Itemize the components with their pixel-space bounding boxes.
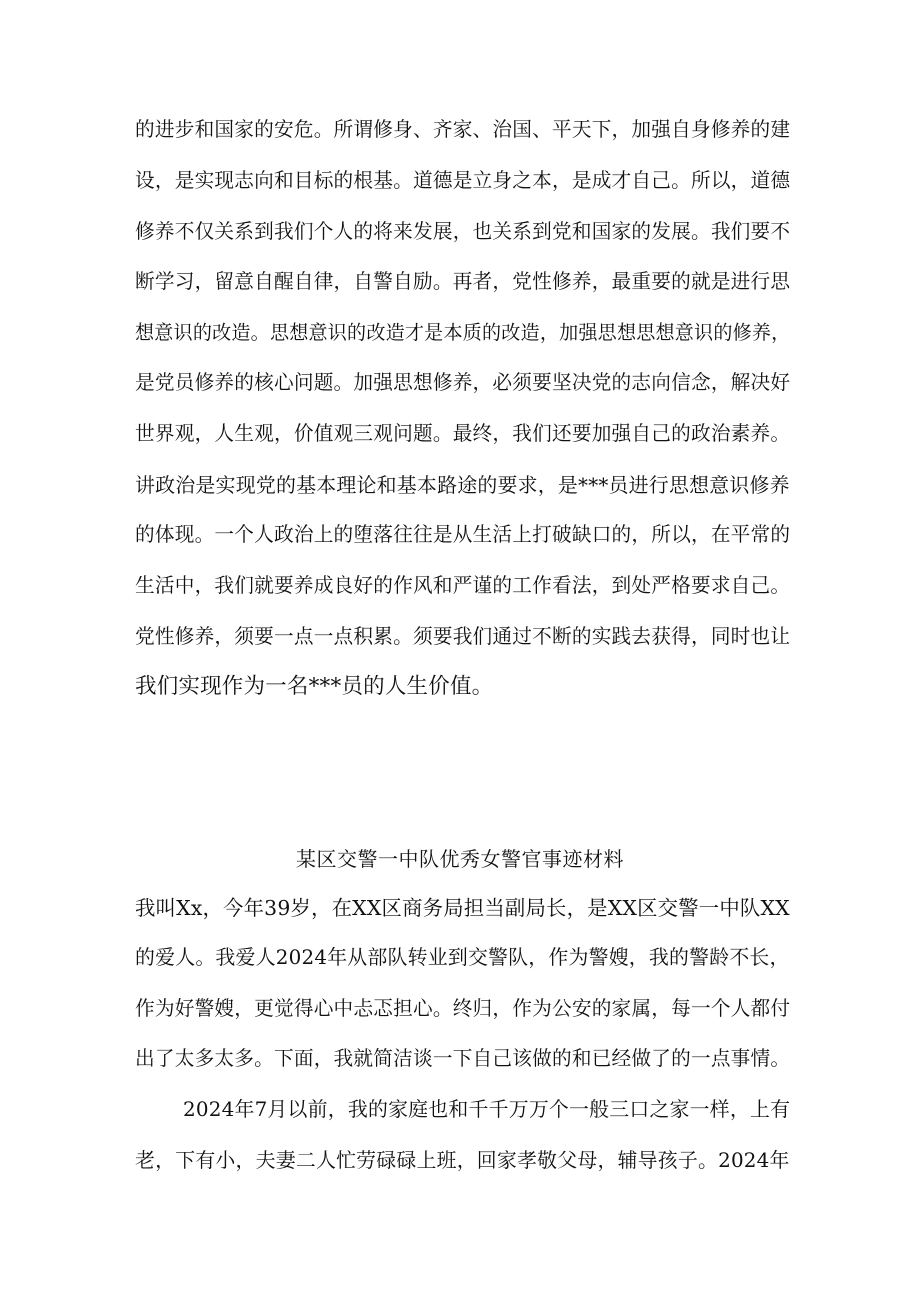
text-line: 是党员修养的核心问题。加强思想修养，必须要坚决党的志向信念，解决好 — [135, 371, 791, 394]
text-line: 2024年7月以前，我的家庭也和千千万万个一般三口之家一样，上有 — [183, 1098, 791, 1121]
text-line: 老，下有小，夫妻二人忙劳碌碌上班，回家孝敬父母，辅导孩子。2024年 — [135, 1149, 790, 1172]
section-title: 某区交警一中队优秀女警官事迹材料 — [296, 847, 624, 871]
text-line: 的爱人。我爱人2024年从部队转业到交警队，作为警嫂，我的警龄不长， — [135, 946, 790, 969]
text-line: 断学习，留意自醒自律，自警自励。再者，党性修养，最重要的就是进行思 — [135, 270, 791, 293]
text-line: 世界观，人生观，价值观三观问题。最终，我们还要加强自己的政治素养。 — [135, 422, 791, 445]
text-line: 出了太多太多。下面，我就简洁谈一下自己该做的和已经做了的一点事情。 — [135, 1047, 791, 1070]
text-line: 设，是实现志向和目标的根基。道德是立身之本，是成才自己。所以，道德 — [135, 169, 791, 192]
text-line: 修养不仅关系到我们个人的将来发展，也关系到党和国家的发展。我们要不 — [135, 220, 791, 243]
text-line: 讲政治是实现党的基本理论和基本路途的要求，是***员进行思想意识修养 — [135, 473, 790, 497]
text-line: 党性修养，须要一点一点积累。须要我们通过不断的实践去获得，同时也让 — [135, 625, 791, 648]
text-line: 的体现。一个人政治上的堕落往往是从生活上打破缺口的，所以，在平常的 — [135, 523, 791, 546]
text-line: 想意识的改造。思想意识的改造才是本质的改造，加强思想思想意识的修养， — [135, 322, 791, 344]
text-line: 我叫Xx，今年39岁，在XX区商务局担当副局长，是XX区交警一中队XX — [135, 896, 790, 920]
text-line: 的进步和国家的安危。所谓修身、齐家、治国、平天下，加强自身修养的建 — [135, 118, 791, 141]
text-line: 我们实现作为一名***员的人生价值。 — [135, 674, 494, 699]
text-line: 生活中，我们就要养成良好的作风和严谨的工作看法，到处严格要求自己。 — [135, 574, 791, 597]
text-line: 作为好警嫂，更觉得心中忐忑担心。终归，作为公安的家属，每一个人都付 — [135, 997, 791, 1020]
